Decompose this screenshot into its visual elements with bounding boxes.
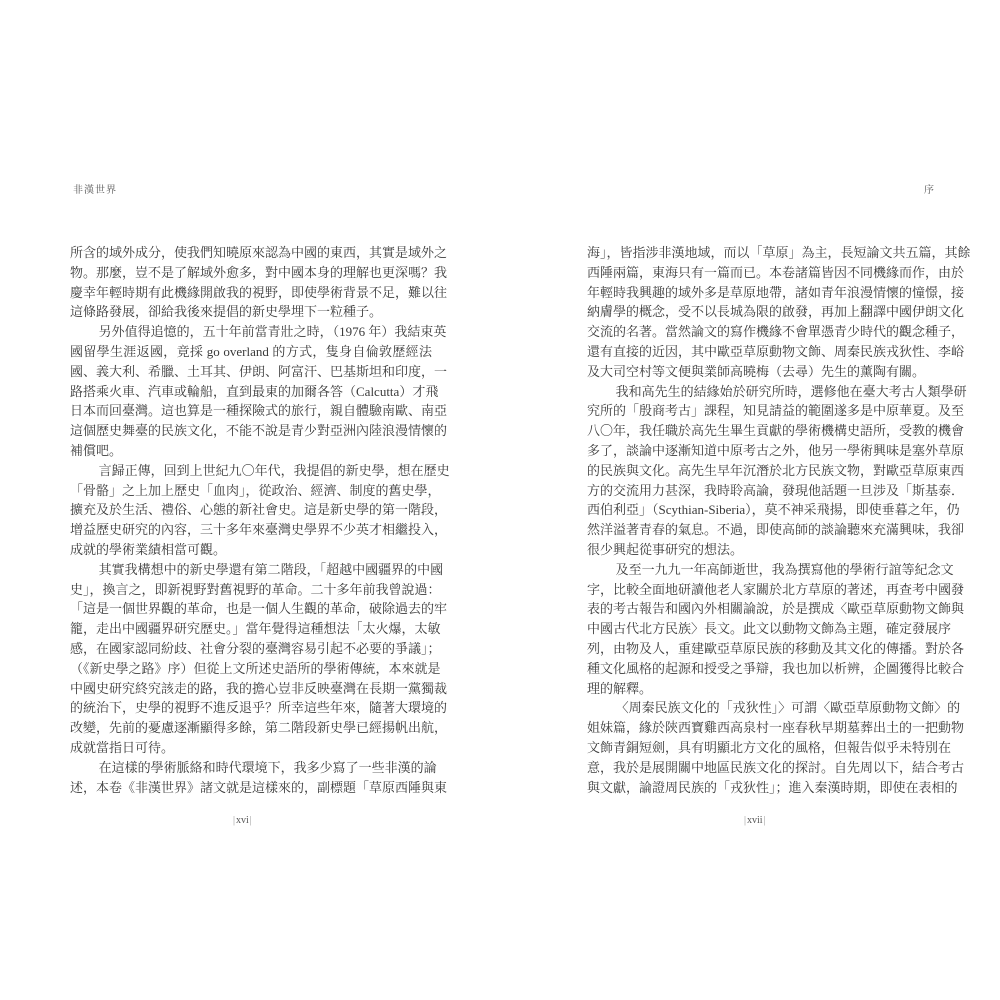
paragraph: [70, 560, 448, 758]
text-line: 年輕時我興趣的域外多是草原地帶，諸如青年浪漫情懷的憧憬，接: [587, 284, 965, 300]
text-line: 與文獻，論證周民族的「戎狄性」；進入秦漢時期，即使在表相的: [587, 779, 958, 795]
page-number-right-text: xvii: [747, 815, 763, 826]
paragraph: [70, 758, 448, 798]
text-line: 中國古代北方民族〉長文。此文以動物文飾為主題，確定發展序: [587, 621, 952, 637]
text-line: 「骨骼」之上加上歷史「血肉」，從政治、經濟、制度的舊史學，: [70, 482, 441, 498]
text-line: 日本而回臺灣。這也算是一種探險式的旅行，親自體驗南歐、南亞: [70, 403, 448, 419]
text-line: 在這樣的學術脈絡和時代環境下，我多少寫了一些非漢的論: [98, 759, 437, 775]
text-line: 擴充及於生活、禮俗、心態的新社會史。這是新史學的第一階段，: [70, 502, 448, 518]
text-line: 及至一九九一年高師逝世，我為撰寫他的學術行誼等紀念文: [615, 561, 954, 577]
folio-bar: |: [249, 815, 252, 826]
text-line: 另外值得追憶的，五十年前當青壯之時，（1976 年）我結束英: [98, 324, 447, 340]
text-line: 的民族與文化。高先生早年沉潛於北方民族文物，對歐亞草原東西: [587, 462, 965, 478]
paragraph: [70, 461, 450, 560]
folio-bar: |: [763, 815, 766, 826]
text-line: 海」，皆指涉非漢地域，而以「草原」為主，長短論文共五篇，其餘: [587, 245, 971, 260]
text-line: 我和高先生的結緣始於研究所時，選修他在臺大考古人類學研: [615, 383, 967, 399]
paragraph: [587, 243, 971, 382]
text-line: 路搭乘火車、汽車或輪船，直到最東的加爾各答（Calcutta）才飛: [70, 383, 439, 399]
left-page-body: [70, 243, 450, 797]
text-line: 及大司空村等文便與業師高曉梅（去尋）先生的薰陶有關。: [587, 363, 926, 379]
paragraph: [70, 322, 448, 461]
text-line: 〈周秦民族文化的「戎狄性」〉可謂〈歐亞草原動物文飾〉的: [615, 700, 961, 716]
text-line: 文飾青銅短劍，具有明顯北方文化的風格，但報告似乎未特別在: [587, 739, 952, 755]
text-line: 慶幸年輕時期有此機緣開啟我的視野，即使學術背景不足，難以往: [70, 284, 448, 300]
paragraph: [70, 243, 448, 322]
text-line: 述，本卷《非漢世界》諸文就是這樣來的，副標題「草原西陲與東: [70, 779, 448, 795]
folio-bar: |: [233, 815, 236, 826]
text-line: 國、義大利、希臘、土耳其、伊朗、阿富汗、巴基斯坦和印度，一: [70, 363, 448, 379]
text-line: 列，由物及人，重建歐亞草原民族的移動及其文化的傳播。對於各: [587, 640, 965, 656]
text-line: 籠，走出中國疆界研究歷史。」當年覺得這種想法「太火爆，太敏: [70, 621, 441, 637]
text-line: 的統治下，史學的視野不進反退乎？所幸這些年來，隨著大環境的: [70, 700, 448, 716]
text-line: 意，我於是展開關中地區民族文化的探討。自先周以下，結合考古: [587, 759, 965, 775]
text-line: 種文化風格的起源和授受之爭辯，我也加以析辨，企圖獲得比較合: [587, 660, 965, 676]
folio-bar: |: [744, 815, 747, 826]
text-line: 納膚學的概念，受不以長城為限的啟發，再加上翻譯中國伊朗文化: [587, 304, 965, 320]
right-page-body: [587, 243, 971, 797]
text-line: 感，在國家認同紛歧、社會分裂的臺灣容易引起不必要的爭議」；: [70, 640, 441, 656]
text-line: 姐妹篇，緣於陝西寶雞西高泉村一座春秋早期墓葬出土的一把動物: [587, 720, 965, 736]
text-line: 八〇年，我任職於高先生畢生貢獻的學術機構史語所，受教的機會: [587, 423, 965, 439]
page-number-right: [743, 815, 767, 826]
text-line: 國留學生涯返國，竟採 go overland 的方式，隻身自倫敦歷經法: [70, 343, 432, 359]
text-line: 物。那麼，豈不是了解域外愈多，對中國本身的理解也更深嗎？我: [70, 264, 448, 280]
text-line: 中國史研究終究該走的路，我的擔心豈非反映臺灣在長期一黨獨裁: [70, 680, 448, 696]
text-line: 然洋溢著青春的氣息。不過，即使高師的談論聽來充滿興味，我卻: [587, 522, 965, 538]
text-line: 很少興起從事研究的想法。: [587, 541, 744, 557]
text-line: 言歸正傳，回到上世紀九〇年代，我提倡的新史學，想在歷史: [98, 462, 450, 478]
text-line: 補償吧。: [70, 442, 123, 458]
text-line: 這個歷史舞臺的民族文化，不能不說是青少對亞洲內陸浪漫情懷的: [70, 423, 448, 439]
text-line: 所含的域外成分，使我們知曉原來認為中國的東西，其實是域外之: [70, 245, 448, 260]
text-line: 方的交流用力甚深，我時聆高論，發現他話題一旦涉及「斯基泰．: [587, 482, 965, 498]
text-line: 成就的學術業績相當可觀。: [70, 541, 227, 557]
text-line: 交流的名著。當然論文的寫作機緣不會單憑青少時代的觀念種子，: [587, 324, 965, 340]
text-line: 其實我構想中的新史學還有第二階段，「超越中國疆界的中國: [98, 561, 444, 577]
text-line: 增益歷史研究的內容，三十多年來臺灣史學界不少英才相繼投入，: [70, 522, 448, 538]
text-line: （《新史學之路》序）但從上文所述史語所的學術傳統，本來就是: [70, 660, 441, 676]
text-line: 理的解釋。: [587, 680, 653, 696]
text-line: 改變，先前的憂慮逐漸顯得多餘，第二階段新史學已經揚帆出航，: [70, 720, 448, 736]
text-line: 多了，談論中逐漸知道中原考古之外，他另一學術興味是塞外草原: [587, 442, 965, 458]
text-line: 表的考古報告和國內外相關論說，於是撰成〈歐亞草原動物文飾與: [587, 601, 965, 617]
paragraph: [587, 698, 965, 797]
text-line: 西伯利亞」（Scythian-Siberia），莫不神采飛揚，即使垂暮之年，仍: [587, 502, 960, 518]
page-number-left: [232, 815, 253, 826]
text-line: 字，比較全面地研讀他老人家關於北方草原的著述，再查考中國發: [587, 581, 965, 597]
paragraph: [587, 560, 965, 699]
text-line: 「這是一個世界觀的革命，也是一個人生觀的革命，破除過去的牢: [70, 601, 448, 617]
paragraph: [587, 382, 967, 560]
page-number-left-text: xvi: [236, 815, 249, 826]
text-line: 史」，換言之，即新視野對舊視野的革命。二十多年前我曾說過：: [70, 581, 441, 597]
text-line: 這條路發展，卻給我後來提倡的新史學埋下一粒種子。: [70, 304, 383, 320]
running-header-book-title: 非漢世界: [73, 185, 117, 196]
text-line: 成就當指日可待。: [70, 739, 175, 755]
text-line: 究所的「殷商考古」課程，知見請益的範圍遂多是中原華夏。及至: [587, 403, 965, 419]
text-line: 還有直接的近因，其中歐亞草原動物文飾、周秦民族戎狄性、李峪: [587, 343, 965, 359]
text-line: 西陲兩篇，東海只有一篇而已。本卷諸篇皆因不同機緣而作，由於: [587, 264, 965, 280]
running-header-section-title: 序: [924, 185, 935, 196]
